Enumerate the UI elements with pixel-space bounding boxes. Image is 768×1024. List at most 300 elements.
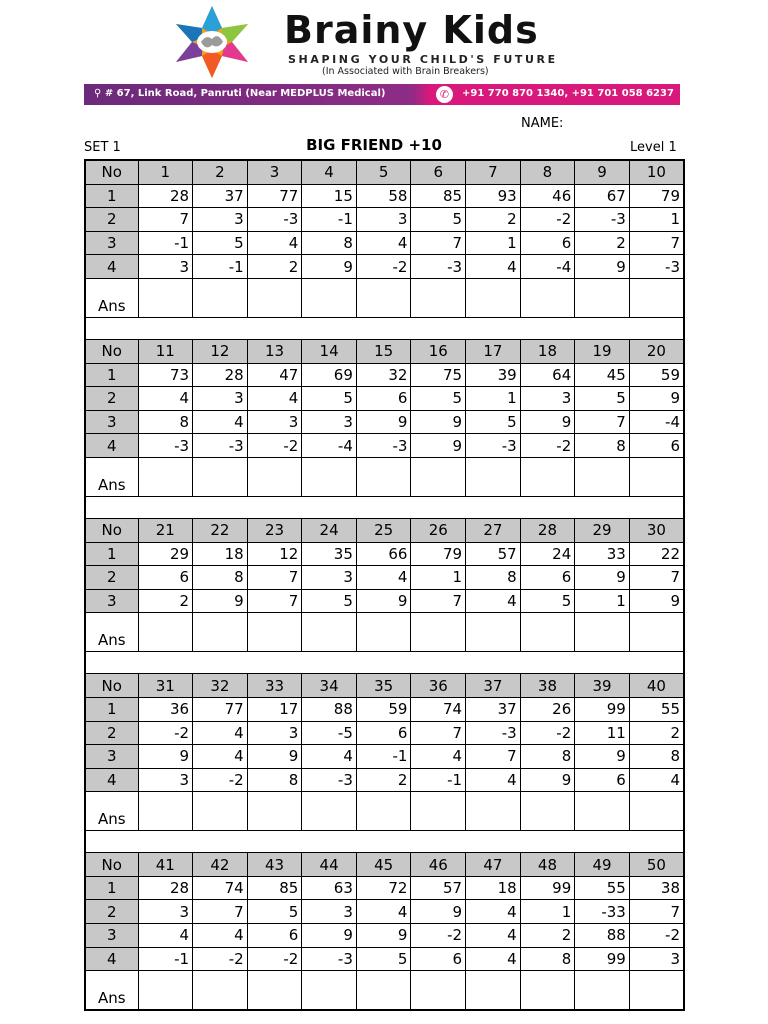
answer-box[interactable] xyxy=(466,792,521,831)
answer-row xyxy=(85,457,684,496)
operand-value: 5 xyxy=(356,947,411,971)
operand-value: -4 xyxy=(520,255,575,279)
operand-value: 9 xyxy=(356,924,411,948)
operand-value: 4 xyxy=(466,768,521,792)
operand-row-label: 3 xyxy=(85,589,138,613)
operand-value: 9 xyxy=(575,255,630,279)
problem-number: 17 xyxy=(466,339,521,363)
operand-value: 11 xyxy=(575,721,630,745)
operand-row xyxy=(85,900,684,924)
operand-value: 79 xyxy=(629,184,684,208)
operand-value: 59 xyxy=(356,697,411,721)
answer-box[interactable] xyxy=(629,457,684,496)
answer-box[interactable] xyxy=(411,457,466,496)
operand-value: 4 xyxy=(356,566,411,590)
operand-value: -3 xyxy=(356,434,411,458)
operand-value: 3 xyxy=(356,208,411,232)
operand-value: 5 xyxy=(302,387,357,411)
operand-row-label: 1 xyxy=(85,697,138,721)
answer-box[interactable] xyxy=(575,278,630,317)
operand-value: 9 xyxy=(629,589,684,613)
problem-number: 44 xyxy=(302,853,357,877)
answer-box[interactable] xyxy=(356,971,411,1011)
problem-number: 25 xyxy=(356,518,411,542)
operand-row xyxy=(85,589,684,613)
operand-row-label: 2 xyxy=(85,900,138,924)
answer-box[interactable] xyxy=(356,792,411,831)
operand-row-label: 1 xyxy=(85,876,138,900)
operand-value: 37 xyxy=(466,697,521,721)
no-label: No xyxy=(85,160,138,184)
operand-row xyxy=(85,947,684,971)
answer-box[interactable] xyxy=(356,457,411,496)
operand-value: -5 xyxy=(302,721,357,745)
operand-value: 5 xyxy=(247,900,302,924)
operand-value: -2 xyxy=(247,947,302,971)
answer-box[interactable] xyxy=(411,278,466,317)
operand-row xyxy=(85,542,684,566)
operand-value: 6 xyxy=(575,768,630,792)
problem-number: 1 xyxy=(138,160,193,184)
answer-box[interactable] xyxy=(193,613,248,652)
answer-row xyxy=(85,613,684,652)
problem-number: 32 xyxy=(193,674,248,698)
problem-number: 4 xyxy=(302,160,357,184)
operand-row-label: 3 xyxy=(85,924,138,948)
operand-value: 77 xyxy=(247,184,302,208)
operand-value: 5 xyxy=(411,208,466,232)
operand-value: 58 xyxy=(356,184,411,208)
operand-value: 4 xyxy=(302,745,357,769)
answer-box[interactable] xyxy=(138,792,193,831)
operand-value: -3 xyxy=(466,721,521,745)
problem-number: 42 xyxy=(193,853,248,877)
answer-box[interactable] xyxy=(302,613,357,652)
operand-value: 8 xyxy=(138,410,193,434)
operand-value: 3 xyxy=(520,387,575,411)
problem-number: 21 xyxy=(138,518,193,542)
operand-value: 9 xyxy=(520,768,575,792)
operand-value: 4 xyxy=(247,231,302,255)
problem-number: 36 xyxy=(411,674,466,698)
operand-row-label: 3 xyxy=(85,410,138,434)
answer-box[interactable] xyxy=(520,613,575,652)
operand-value: -2 xyxy=(193,768,248,792)
operand-value: 85 xyxy=(411,184,466,208)
operand-row-label: 4 xyxy=(85,947,138,971)
operand-value: 3 xyxy=(247,721,302,745)
answer-box[interactable] xyxy=(193,971,248,1011)
operand-value: 3 xyxy=(629,947,684,971)
problem-number: 33 xyxy=(247,674,302,698)
operand-row xyxy=(85,208,684,232)
no-label: No xyxy=(85,339,138,363)
answer-box[interactable] xyxy=(466,971,521,1011)
problem-number: 20 xyxy=(629,339,684,363)
no-label: No xyxy=(85,853,138,877)
problem-number: 13 xyxy=(247,339,302,363)
block-separator xyxy=(85,496,684,518)
operand-value: 7 xyxy=(466,745,521,769)
operand-value: -3 xyxy=(302,768,357,792)
problem-number: 34 xyxy=(302,674,357,698)
problem-number: 39 xyxy=(575,674,630,698)
answer-box[interactable] xyxy=(193,792,248,831)
problem-number: 28 xyxy=(520,518,575,542)
operand-value: 8 xyxy=(247,768,302,792)
operand-row-label: 2 xyxy=(85,387,138,411)
operand-row-label: 3 xyxy=(85,745,138,769)
operand-value: 2 xyxy=(138,589,193,613)
operand-value: -3 xyxy=(247,208,302,232)
operand-value: 74 xyxy=(411,697,466,721)
name-label: NAME: xyxy=(521,116,564,131)
operand-value: 9 xyxy=(247,745,302,769)
operand-value: 55 xyxy=(575,876,630,900)
operand-value: 1 xyxy=(466,387,521,411)
operand-value: 39 xyxy=(466,363,521,387)
operand-value: -2 xyxy=(629,924,684,948)
answer-box[interactable] xyxy=(138,613,193,652)
operand-value: 99 xyxy=(575,947,630,971)
operand-value: 9 xyxy=(575,745,630,769)
operand-value: 4 xyxy=(466,924,521,948)
operand-row xyxy=(85,721,684,745)
operand-value: 1 xyxy=(466,231,521,255)
answer-box[interactable] xyxy=(302,792,357,831)
operand-value: 7 xyxy=(629,231,684,255)
answer-box[interactable] xyxy=(466,278,521,317)
problem-number: 24 xyxy=(302,518,357,542)
separator-cell xyxy=(85,496,684,518)
answer-box[interactable] xyxy=(356,278,411,317)
operand-row xyxy=(85,697,684,721)
problem-number-row xyxy=(85,339,684,363)
operand-value: 9 xyxy=(302,255,357,279)
operand-value: -3 xyxy=(138,434,193,458)
operand-row-label: 4 xyxy=(85,255,138,279)
operand-value: -2 xyxy=(138,721,193,745)
answer-box[interactable] xyxy=(247,971,302,1011)
operand-value: 3 xyxy=(247,410,302,434)
answer-box[interactable] xyxy=(411,971,466,1011)
problem-number: 35 xyxy=(356,674,411,698)
operand-value: 8 xyxy=(520,947,575,971)
problem-number: 50 xyxy=(629,853,684,877)
problem-number: 31 xyxy=(138,674,193,698)
operand-value: 4 xyxy=(247,387,302,411)
answer-box[interactable] xyxy=(138,278,193,317)
operand-row xyxy=(85,363,684,387)
operand-value: -2 xyxy=(193,947,248,971)
operand-value: 4 xyxy=(411,745,466,769)
operand-value: 93 xyxy=(466,184,521,208)
operand-value: 6 xyxy=(411,947,466,971)
operand-value: 18 xyxy=(466,876,521,900)
operand-row-label: 1 xyxy=(85,363,138,387)
operand-value: -2 xyxy=(520,721,575,745)
answer-box[interactable] xyxy=(138,971,193,1011)
problem-number: 5 xyxy=(356,160,411,184)
operand-value: 8 xyxy=(193,566,248,590)
operand-value: 9 xyxy=(193,589,248,613)
answer-box[interactable] xyxy=(575,971,630,1011)
operand-value: 2 xyxy=(520,924,575,948)
operand-row-label: 2 xyxy=(85,208,138,232)
operand-value: 74 xyxy=(193,876,248,900)
operand-row xyxy=(85,566,684,590)
answer-box[interactable] xyxy=(302,971,357,1011)
operand-value: -3 xyxy=(302,947,357,971)
operand-value: 4 xyxy=(466,900,521,924)
operand-value: 1 xyxy=(629,208,684,232)
answer-box[interactable] xyxy=(247,613,302,652)
operand-value: -2 xyxy=(247,434,302,458)
operand-value: -1 xyxy=(411,768,466,792)
problem-number: 11 xyxy=(138,339,193,363)
answer-box[interactable] xyxy=(193,457,248,496)
problem-number: 37 xyxy=(466,674,521,698)
operand-value: 37 xyxy=(193,184,248,208)
operand-value: 99 xyxy=(575,697,630,721)
operand-row xyxy=(85,768,684,792)
operand-value: 88 xyxy=(302,697,357,721)
operand-value: 4 xyxy=(193,745,248,769)
no-label: No xyxy=(85,518,138,542)
operand-value: 55 xyxy=(629,697,684,721)
operand-value: 5 xyxy=(302,589,357,613)
operand-value: 9 xyxy=(302,924,357,948)
problem-number: 38 xyxy=(520,674,575,698)
phone-icon: ✆ xyxy=(436,86,453,103)
answer-box[interactable] xyxy=(629,792,684,831)
operand-value: -1 xyxy=(302,208,357,232)
operand-value: 9 xyxy=(520,410,575,434)
operand-value: 6 xyxy=(356,387,411,411)
problem-number: 2 xyxy=(193,160,248,184)
operand-value: -33 xyxy=(575,900,630,924)
operand-value: 17 xyxy=(247,697,302,721)
operand-value: 73 xyxy=(138,363,193,387)
answer-box[interactable] xyxy=(466,457,521,496)
operand-value: 59 xyxy=(629,363,684,387)
answer-box[interactable] xyxy=(575,613,630,652)
operand-value: 9 xyxy=(356,589,411,613)
operand-value: 3 xyxy=(302,566,357,590)
answer-box[interactable] xyxy=(629,971,684,1011)
problem-number: 45 xyxy=(356,853,411,877)
operand-value: 29 xyxy=(138,542,193,566)
operand-value: 9 xyxy=(629,387,684,411)
operand-value: -2 xyxy=(356,255,411,279)
operand-value: 22 xyxy=(629,542,684,566)
operand-value: 12 xyxy=(247,542,302,566)
answer-box[interactable] xyxy=(466,613,521,652)
phone-numbers: +91 770 870 1340, +91 701 058 6237 xyxy=(462,88,674,99)
operand-value: -3 xyxy=(575,208,630,232)
separator-cell xyxy=(85,652,684,674)
operand-value: 4 xyxy=(356,231,411,255)
operand-row xyxy=(85,255,684,279)
operand-value: 7 xyxy=(247,589,302,613)
problem-number: 30 xyxy=(629,518,684,542)
answer-box[interactable] xyxy=(629,613,684,652)
operand-value: 4 xyxy=(466,947,521,971)
operand-value: 67 xyxy=(575,184,630,208)
operand-value: 79 xyxy=(411,542,466,566)
operand-row xyxy=(85,876,684,900)
problem-number-row xyxy=(85,160,684,184)
operand-value: 9 xyxy=(138,745,193,769)
operand-value: 4 xyxy=(193,924,248,948)
operand-value: 28 xyxy=(193,363,248,387)
problem-number: 3 xyxy=(247,160,302,184)
association-note: (In Associated with Brain Breakers) xyxy=(322,66,489,77)
operand-value: 32 xyxy=(356,363,411,387)
operand-value: 3 xyxy=(302,410,357,434)
answer-box[interactable] xyxy=(411,792,466,831)
operand-value: 88 xyxy=(575,924,630,948)
operand-row-label: 4 xyxy=(85,434,138,458)
operand-value: 85 xyxy=(247,876,302,900)
operand-value: 45 xyxy=(575,363,630,387)
problem-number: 9 xyxy=(575,160,630,184)
operand-row-label: 3 xyxy=(85,231,138,255)
answer-box[interactable] xyxy=(520,971,575,1011)
level-label: Level 1 xyxy=(630,140,677,155)
operand-value: 4 xyxy=(193,410,248,434)
operand-value: 2 xyxy=(247,255,302,279)
operand-row xyxy=(85,231,684,255)
operand-value: 7 xyxy=(629,900,684,924)
block-separator xyxy=(85,652,684,674)
problem-number: 41 xyxy=(138,853,193,877)
operand-value: -2 xyxy=(411,924,466,948)
operand-value: -4 xyxy=(629,410,684,434)
operand-value: 5 xyxy=(193,231,248,255)
operand-value: 28 xyxy=(138,184,193,208)
answer-box[interactable] xyxy=(629,278,684,317)
operand-value: 2 xyxy=(356,768,411,792)
operand-value: 2 xyxy=(629,721,684,745)
operand-value: 26 xyxy=(520,697,575,721)
answer-row xyxy=(85,278,684,317)
operand-value: 6 xyxy=(520,231,575,255)
problem-number: 12 xyxy=(193,339,248,363)
problem-number-row xyxy=(85,518,684,542)
answer-box[interactable] xyxy=(302,457,357,496)
operand-value: 72 xyxy=(356,876,411,900)
brand-header xyxy=(84,0,680,84)
operand-value: 4 xyxy=(466,589,521,613)
operand-row-label: 4 xyxy=(85,768,138,792)
operand-value: 69 xyxy=(302,363,357,387)
problem-number: 29 xyxy=(575,518,630,542)
operand-value: -1 xyxy=(138,947,193,971)
answer-box[interactable] xyxy=(193,278,248,317)
problem-number: 23 xyxy=(247,518,302,542)
operand-value: 47 xyxy=(247,363,302,387)
operand-value: 3 xyxy=(138,255,193,279)
problem-number: 6 xyxy=(411,160,466,184)
problem-number: 22 xyxy=(193,518,248,542)
problem-number: 16 xyxy=(411,339,466,363)
answer-row xyxy=(85,971,684,1011)
answer-box[interactable] xyxy=(575,457,630,496)
answer-box[interactable] xyxy=(356,613,411,652)
operand-value: 63 xyxy=(302,876,357,900)
operand-value: 77 xyxy=(193,697,248,721)
operand-value: 5 xyxy=(575,387,630,411)
operand-value: 57 xyxy=(411,876,466,900)
operand-value: 57 xyxy=(466,542,521,566)
problem-number: 10 xyxy=(629,160,684,184)
answer-box[interactable] xyxy=(411,613,466,652)
operand-value: -3 xyxy=(629,255,684,279)
block-separator xyxy=(85,831,684,853)
operand-value: -2 xyxy=(520,208,575,232)
brand-title: Brainy Kids xyxy=(284,8,539,52)
operand-row-label: 1 xyxy=(85,542,138,566)
answer-box[interactable] xyxy=(575,792,630,831)
operand-value: 4 xyxy=(138,924,193,948)
operand-value: 7 xyxy=(193,900,248,924)
answer-label: Ans xyxy=(85,278,138,317)
worksheet-title: BIG FRIEND +10 xyxy=(306,136,442,154)
operand-value: 2 xyxy=(575,231,630,255)
operand-value: 75 xyxy=(411,363,466,387)
operand-value: 8 xyxy=(302,231,357,255)
problem-number: 15 xyxy=(356,339,411,363)
operand-value: -3 xyxy=(466,434,521,458)
operand-value: 6 xyxy=(629,434,684,458)
operand-value: 2 xyxy=(466,208,521,232)
operand-value: 35 xyxy=(302,542,357,566)
brainy-kids-logo-icon xyxy=(164,4,260,80)
answer-box[interactable] xyxy=(520,278,575,317)
operand-row xyxy=(85,184,684,208)
operand-value: 4 xyxy=(138,387,193,411)
operand-row-label: 2 xyxy=(85,721,138,745)
operand-value: 36 xyxy=(138,697,193,721)
problem-number: 48 xyxy=(520,853,575,877)
operand-value: 7 xyxy=(411,231,466,255)
problem-number: 7 xyxy=(466,160,521,184)
operand-value: 9 xyxy=(356,410,411,434)
problem-number: 43 xyxy=(247,853,302,877)
operand-value: 7 xyxy=(138,208,193,232)
set-label: SET 1 xyxy=(84,140,121,155)
answer-box[interactable] xyxy=(520,792,575,831)
answer-box[interactable] xyxy=(520,457,575,496)
answer-box[interactable] xyxy=(138,457,193,496)
operand-value: 38 xyxy=(629,876,684,900)
answer-box[interactable] xyxy=(247,457,302,496)
answer-box[interactable] xyxy=(247,278,302,317)
operand-value: 28 xyxy=(138,876,193,900)
brand-tagline: SHAPING YOUR CHILD'S FUTURE xyxy=(288,53,558,66)
answer-label: Ans xyxy=(85,457,138,496)
operand-value: -1 xyxy=(356,745,411,769)
answer-box[interactable] xyxy=(247,792,302,831)
operand-value: 66 xyxy=(356,542,411,566)
answer-box[interactable] xyxy=(302,278,357,317)
problem-number: 49 xyxy=(575,853,630,877)
address-text: ⚲ # 67, Link Road, Panruti (Near MEDPLUS Medical) xyxy=(94,88,386,99)
problem-number: 18 xyxy=(520,339,575,363)
operand-value: 8 xyxy=(520,745,575,769)
operand-value: 33 xyxy=(575,542,630,566)
